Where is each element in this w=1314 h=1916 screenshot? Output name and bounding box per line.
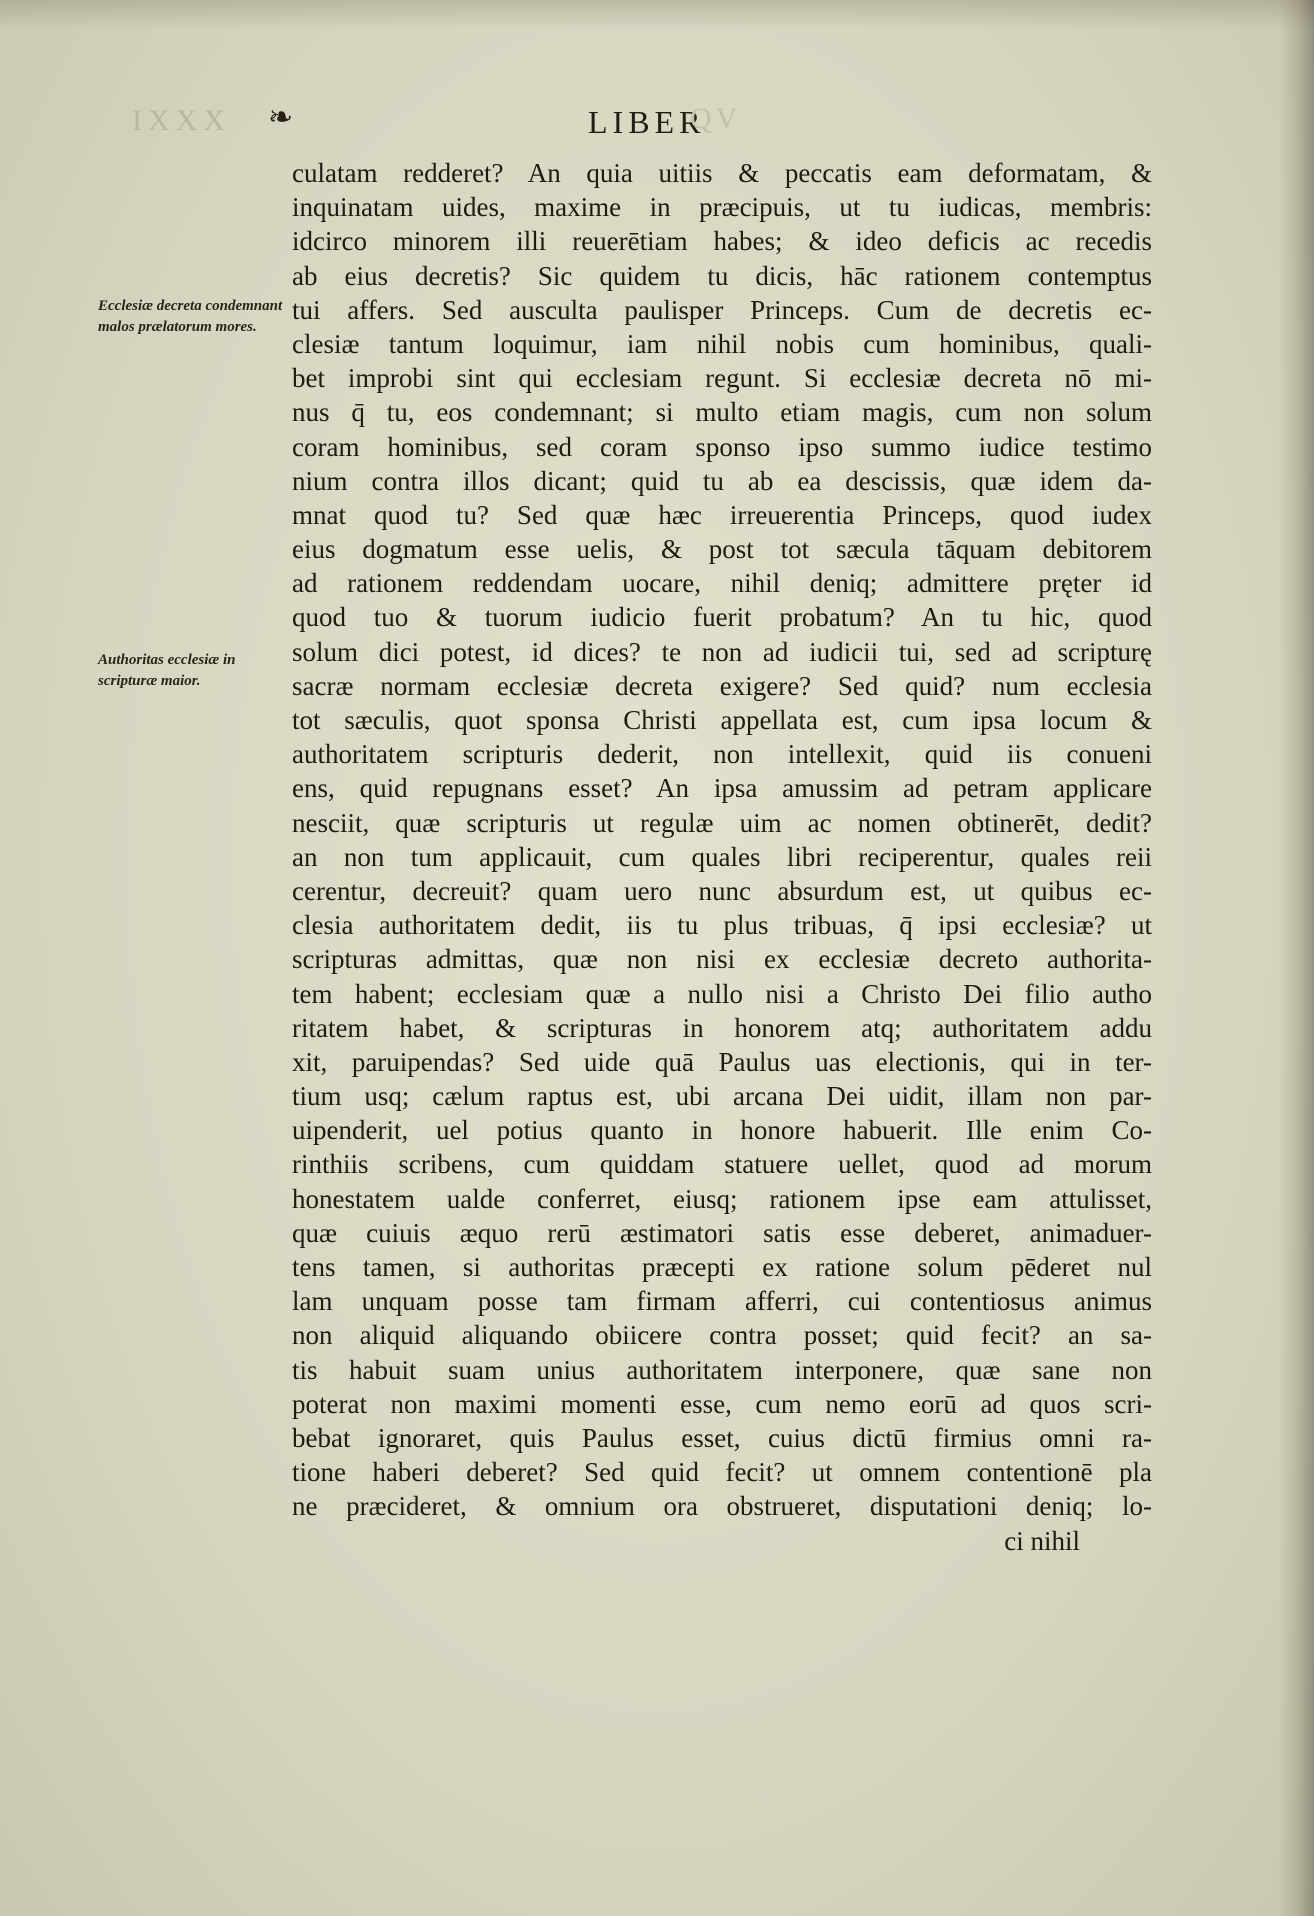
text-line: ad rationem reddendam uocare, nihil deniq; admittere pręter id [292, 568, 1152, 599]
text-line: nesciit, quæ scripturis ut regulæ uim ac nomen obtinerēt, dedit? [292, 807, 1152, 838]
text-line: bebat ignoraret, quis Paulus esset, cuius dictū firmius omni ra- [292, 1422, 1152, 1453]
text-line: clesiæ tantum loquimur, iam nihil nobis cum hominibus, quali- [292, 328, 1152, 359]
bleed-through-text: QV [690, 102, 742, 135]
text-line: solum dici potest, id dices? te non ad iudicii tui, sed ad scripturę [292, 636, 1152, 667]
text-line: mnat quod tu? Sed quæ hæc irreuerentia Princeps, quod iudex [292, 499, 1152, 530]
text-line: ens, quid repugnans esset? An ipsa amussim ad petram applicare [292, 773, 1152, 804]
text-line: tens tamen, si authoritas præcepti ex ratione solum pēderet nul [292, 1252, 1152, 1282]
text-line: authoritatem scripturis dederit, non intellexit, quid iis conueni [292, 739, 1152, 770]
page-top-shadow [0, 0, 1314, 30]
text-line: inquinatam uides, maxime in præcipuis, ut tu iudicas, membris: [292, 192, 1152, 223]
folio-number: IXXX [132, 104, 231, 137]
text-line: tot sæculis, quot sponsa Christi appellata est, cum ipsa locum & [292, 705, 1152, 735]
text-line: cerentur, decreuit? quam uero nunc absurdum est, ut quibus ec- [292, 875, 1152, 906]
text-line: clesia authoritatem dedit, iis tu plus tribuas, q̄ ipsi ecclesiæ? ut [292, 910, 1152, 941]
gutter-shadow [1278, 0, 1314, 1916]
text-line: idcirco minorem illi reuerētiam habes; & ideo deficis ac recedis [292, 226, 1152, 257]
text-line: poterat non maximi momenti esse, cum nemo eorū ad quos scri- [292, 1388, 1152, 1419]
text-line: rinthiis scribens, cum quiddam statuere uellet, quod ad morum [292, 1149, 1152, 1180]
text-line: coram hominibus, sed coram sponso ipso summo iudice testimo [292, 431, 1152, 462]
running-head: LIBER [588, 104, 706, 140]
text-line: uipenderit, uel potius quanto in honore habuerit. Ille enim Co- [292, 1115, 1152, 1146]
text-line: tui affers. Sed ausculta paulisper Princeps. Cum de decretis ec- [292, 294, 1152, 325]
text-line: ritatem habet, & scripturas in honorem atq; authoritatem addu [292, 1012, 1152, 1043]
text-line: lam unquam posse tam firmam afferri, cui contentiosus animus [292, 1286, 1152, 1317]
text-line: scripturas admittas, quæ non nisi ex ecclesiæ decreto authorita- [292, 944, 1152, 975]
text-line: culatam redderet? An quia uitiis & peccatis eam deformatam, & [292, 158, 1152, 188]
text-line: tione haberi deberet? Sed quid fecit? ut omnem contentionē pla [292, 1457, 1152, 1488]
text-line: ab eius decretis? Sic quidem tu dicis, hāc rationem contemptus [292, 260, 1152, 291]
text-line: quæ cuiuis æquo rerū æstimatori satis esse deberet, animaduer- [292, 1217, 1152, 1248]
text-line: an non tum applicauit, cum quales libri reciperentur, quales reii [292, 841, 1152, 872]
text-line: sacræ normam ecclesiæ decreta exigere? Sed quid? num ecclesia [292, 670, 1152, 701]
text-line: eius dogmatum esse uelis, & post tot sæcula tāquam debitorem [292, 534, 1152, 565]
text-line: non aliquid aliquando obiicere contra posset; quid fecit? an sa- [292, 1320, 1152, 1351]
text-line: xit, paruipendas? Sed uide quā Paulus uas electionis, qui in ter- [292, 1046, 1152, 1077]
catchword: ci nihil [1004, 1525, 1080, 1556]
text-line: tis habuit suam unius authoritatem interponere, quæ sane non [292, 1354, 1152, 1385]
marginal-note: Authoritas ecclesiæ in scripturæ maior. [98, 652, 236, 689]
text-line: ne præcideret, & omnium ora obstrueret, disputationi deniq; lo- [292, 1491, 1152, 1522]
text-line: quod tuo & tuorum iudicio fuerit probatum? An tu hic, quod [292, 602, 1152, 633]
text-line: nus q̄ tu, eos condemnant; si multo etiam magis, cum non solum [292, 397, 1152, 428]
body-text-block [292, 156, 1152, 1558]
text-line: honestatem ualde conferret, eiusq; rationem ipse eam attulisset, [292, 1183, 1152, 1214]
fleuron-icon: ❧ [268, 101, 294, 134]
marginal-note: Ecclesiæ decreta condemnant malos prælatorum mores. [98, 298, 283, 335]
text-line: tium usq; cælum raptus est, ubi arcana Dei uidit, illam non par- [292, 1081, 1152, 1112]
text-line: tem habent; ecclesiam quæ a nullo nisi a Christo Dei filio autho [292, 978, 1152, 1009]
text-line: nium contra illos dicant; quid tu ab ea descissis, quæ idem da- [292, 465, 1152, 496]
text-line: bet improbi sint qui ecclesiam regunt. Si ecclesiæ decreta nō mi- [292, 363, 1152, 394]
